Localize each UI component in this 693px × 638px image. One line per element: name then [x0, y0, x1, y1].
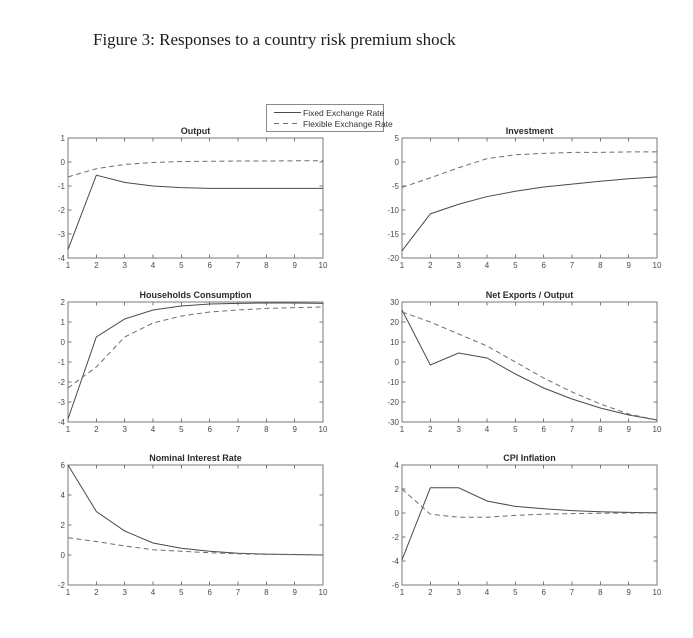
- x-tick-label: 9: [626, 261, 631, 270]
- x-tick-label: 10: [318, 261, 328, 270]
- x-tick-label: 9: [292, 261, 297, 270]
- y-tick-label: -4: [57, 254, 65, 263]
- chart-households-consumption: [34, 290, 333, 444]
- legend-label-fixed: Fixed Exchange Rate: [303, 107, 385, 118]
- y-tick-label: -20: [387, 398, 399, 407]
- x-tick-label: 8: [598, 261, 603, 270]
- x-tick-label: 3: [456, 588, 461, 597]
- y-tick-label: 10: [390, 338, 399, 347]
- chart-canvas: [368, 290, 667, 444]
- y-tick-label: 0: [394, 358, 399, 367]
- y-tick-label: 1: [60, 134, 65, 143]
- y-tick-label: 6: [60, 461, 65, 470]
- x-tick-label: 10: [652, 588, 662, 597]
- y-tick-label: 1: [60, 318, 65, 327]
- y-tick-label: 0: [60, 158, 65, 167]
- y-tick-label: -4: [391, 557, 399, 566]
- x-tick-label: 4: [484, 588, 490, 597]
- x-tick-label: 6: [541, 261, 546, 270]
- x-tick-label: 4: [484, 425, 490, 434]
- chart-canvas: [368, 126, 667, 280]
- y-tick-label: -1: [57, 182, 65, 191]
- x-tick-label: 6: [207, 425, 212, 434]
- x-tick-label: 1: [65, 588, 71, 597]
- y-tick-label: -3: [57, 230, 65, 239]
- series-line-fixed: [68, 175, 323, 249]
- plot-border: [402, 138, 657, 258]
- x-tick-label: 8: [598, 588, 603, 597]
- x-tick-label: 10: [652, 261, 662, 270]
- series-line-fixed: [68, 303, 323, 419]
- x-tick-label: 10: [318, 425, 328, 434]
- x-tick-label: 2: [94, 425, 99, 434]
- y-tick-label: -20: [387, 254, 399, 263]
- x-tick-label: 2: [428, 261, 433, 270]
- series-line-flexible: [68, 307, 323, 388]
- x-tick-label: 5: [513, 588, 518, 597]
- x-tick-label: 5: [179, 588, 184, 597]
- chart-canvas: [368, 453, 667, 607]
- x-tick-label: 9: [626, 425, 631, 434]
- x-tick-label: 10: [318, 588, 328, 597]
- chart-title: CPI Inflation: [503, 453, 556, 463]
- plot-border: [68, 465, 323, 585]
- y-tick-label: -30: [387, 418, 399, 427]
- x-tick-label: 3: [122, 588, 127, 597]
- x-tick-label: 2: [428, 588, 433, 597]
- chart-canvas: [34, 290, 333, 444]
- x-tick-label: 3: [456, 261, 461, 270]
- x-tick-label: 7: [569, 588, 575, 597]
- y-tick-label: 2: [60, 298, 65, 307]
- x-tick-label: 3: [122, 261, 127, 270]
- y-tick-label: 20: [390, 318, 399, 327]
- x-tick-label: 5: [513, 261, 518, 270]
- y-tick-label: 4: [60, 491, 65, 500]
- x-tick-label: 7: [569, 261, 575, 270]
- x-tick-label: 2: [94, 588, 99, 597]
- y-tick-label: 0: [394, 158, 399, 167]
- x-tick-label: 2: [428, 425, 433, 434]
- chart-title: Net Exports / Output: [485, 290, 574, 300]
- y-tick-label: 4: [394, 461, 399, 470]
- y-tick-label: 0: [394, 509, 399, 518]
- x-tick-label: 7: [235, 425, 241, 434]
- legend: [266, 104, 393, 132]
- x-tick-label: 6: [207, 261, 212, 270]
- chart-title: Households Consumption: [139, 290, 252, 300]
- x-tick-label: 6: [207, 588, 212, 597]
- series-line-fixed: [402, 310, 657, 420]
- x-tick-label: 8: [598, 425, 603, 434]
- solid-line-sample: [274, 112, 301, 113]
- y-tick-label: 30: [390, 298, 399, 307]
- plot-border: [68, 138, 323, 258]
- chart-investment: [368, 126, 667, 280]
- y-tick-label: 0: [60, 551, 65, 560]
- x-tick-label: 2: [94, 261, 99, 270]
- x-tick-label: 1: [65, 425, 71, 434]
- plot-border: [402, 465, 657, 585]
- chart-canvas: [34, 453, 333, 607]
- chart-net-exports-output: [368, 290, 667, 444]
- y-tick-label: -1: [57, 358, 65, 367]
- x-tick-label: 1: [65, 261, 71, 270]
- x-tick-label: 3: [456, 425, 461, 434]
- x-tick-label: 9: [292, 588, 297, 597]
- series-line-flexible: [68, 161, 323, 177]
- x-tick-label: 7: [235, 588, 241, 597]
- x-tick-label: 4: [150, 261, 156, 270]
- x-tick-label: 5: [513, 425, 518, 434]
- chart-output: [34, 126, 333, 280]
- y-tick-label: -15: [387, 230, 399, 239]
- y-tick-label: 0: [60, 338, 65, 347]
- series-line-flexible: [402, 312, 657, 420]
- y-tick-label: 5: [394, 134, 399, 143]
- x-tick-label: 1: [399, 425, 405, 434]
- x-tick-label: 8: [264, 261, 269, 270]
- y-tick-label: -4: [57, 418, 65, 427]
- x-tick-label: 4: [484, 261, 490, 270]
- chart-canvas: [34, 126, 333, 280]
- x-tick-label: 9: [626, 588, 631, 597]
- plot-border: [402, 302, 657, 422]
- series-line-fixed: [402, 177, 657, 251]
- x-tick-label: 8: [264, 588, 269, 597]
- y-tick-label: -10: [387, 206, 399, 215]
- y-tick-label: -6: [391, 581, 399, 590]
- x-tick-label: 6: [541, 588, 546, 597]
- x-tick-label: 4: [150, 425, 156, 434]
- series-line-fixed: [402, 488, 657, 560]
- x-tick-label: 1: [399, 261, 405, 270]
- x-tick-label: 7: [569, 425, 575, 434]
- x-tick-label: 3: [122, 425, 127, 434]
- x-tick-label: 5: [179, 425, 184, 434]
- y-tick-label: -5: [391, 182, 399, 191]
- x-tick-label: 5: [179, 261, 184, 270]
- legend-label-flexible: Flexible Exchange Rate: [303, 118, 393, 129]
- x-tick-label: 1: [399, 588, 405, 597]
- series-line-flexible: [68, 538, 323, 555]
- x-tick-label: 7: [235, 261, 241, 270]
- y-tick-label: -2: [57, 206, 65, 215]
- legend-item-fixed: [274, 107, 385, 118]
- series-line-flexible: [402, 489, 657, 517]
- legend-item-flexible: [274, 118, 393, 129]
- chart-nominal-interest-rate: [34, 453, 333, 607]
- y-tick-label: -10: [387, 378, 399, 387]
- chart-cpi-inflation: [368, 453, 667, 607]
- y-tick-label: -3: [57, 398, 65, 407]
- x-tick-label: 9: [292, 425, 297, 434]
- chart-title: Output: [180, 126, 211, 136]
- series-line-fixed: [68, 465, 323, 555]
- x-tick-label: 6: [541, 425, 546, 434]
- y-tick-label: -2: [391, 533, 399, 542]
- y-tick-label: 2: [60, 521, 65, 530]
- chart-title: Nominal Interest Rate: [149, 453, 242, 463]
- chart-title: Investment: [505, 126, 554, 136]
- x-tick-label: 8: [264, 425, 269, 434]
- dashed-line-sample: [274, 123, 301, 124]
- series-line-flexible: [402, 152, 657, 188]
- x-tick-label: 10: [652, 425, 662, 434]
- y-tick-label: 2: [394, 485, 399, 494]
- figure-caption: Figure 3: Responses to a country risk premium shock: [93, 30, 456, 49]
- y-tick-label: -2: [57, 378, 65, 387]
- plot-border: [68, 302, 323, 422]
- x-tick-label: 4: [150, 588, 156, 597]
- y-tick-label: -2: [57, 581, 65, 590]
